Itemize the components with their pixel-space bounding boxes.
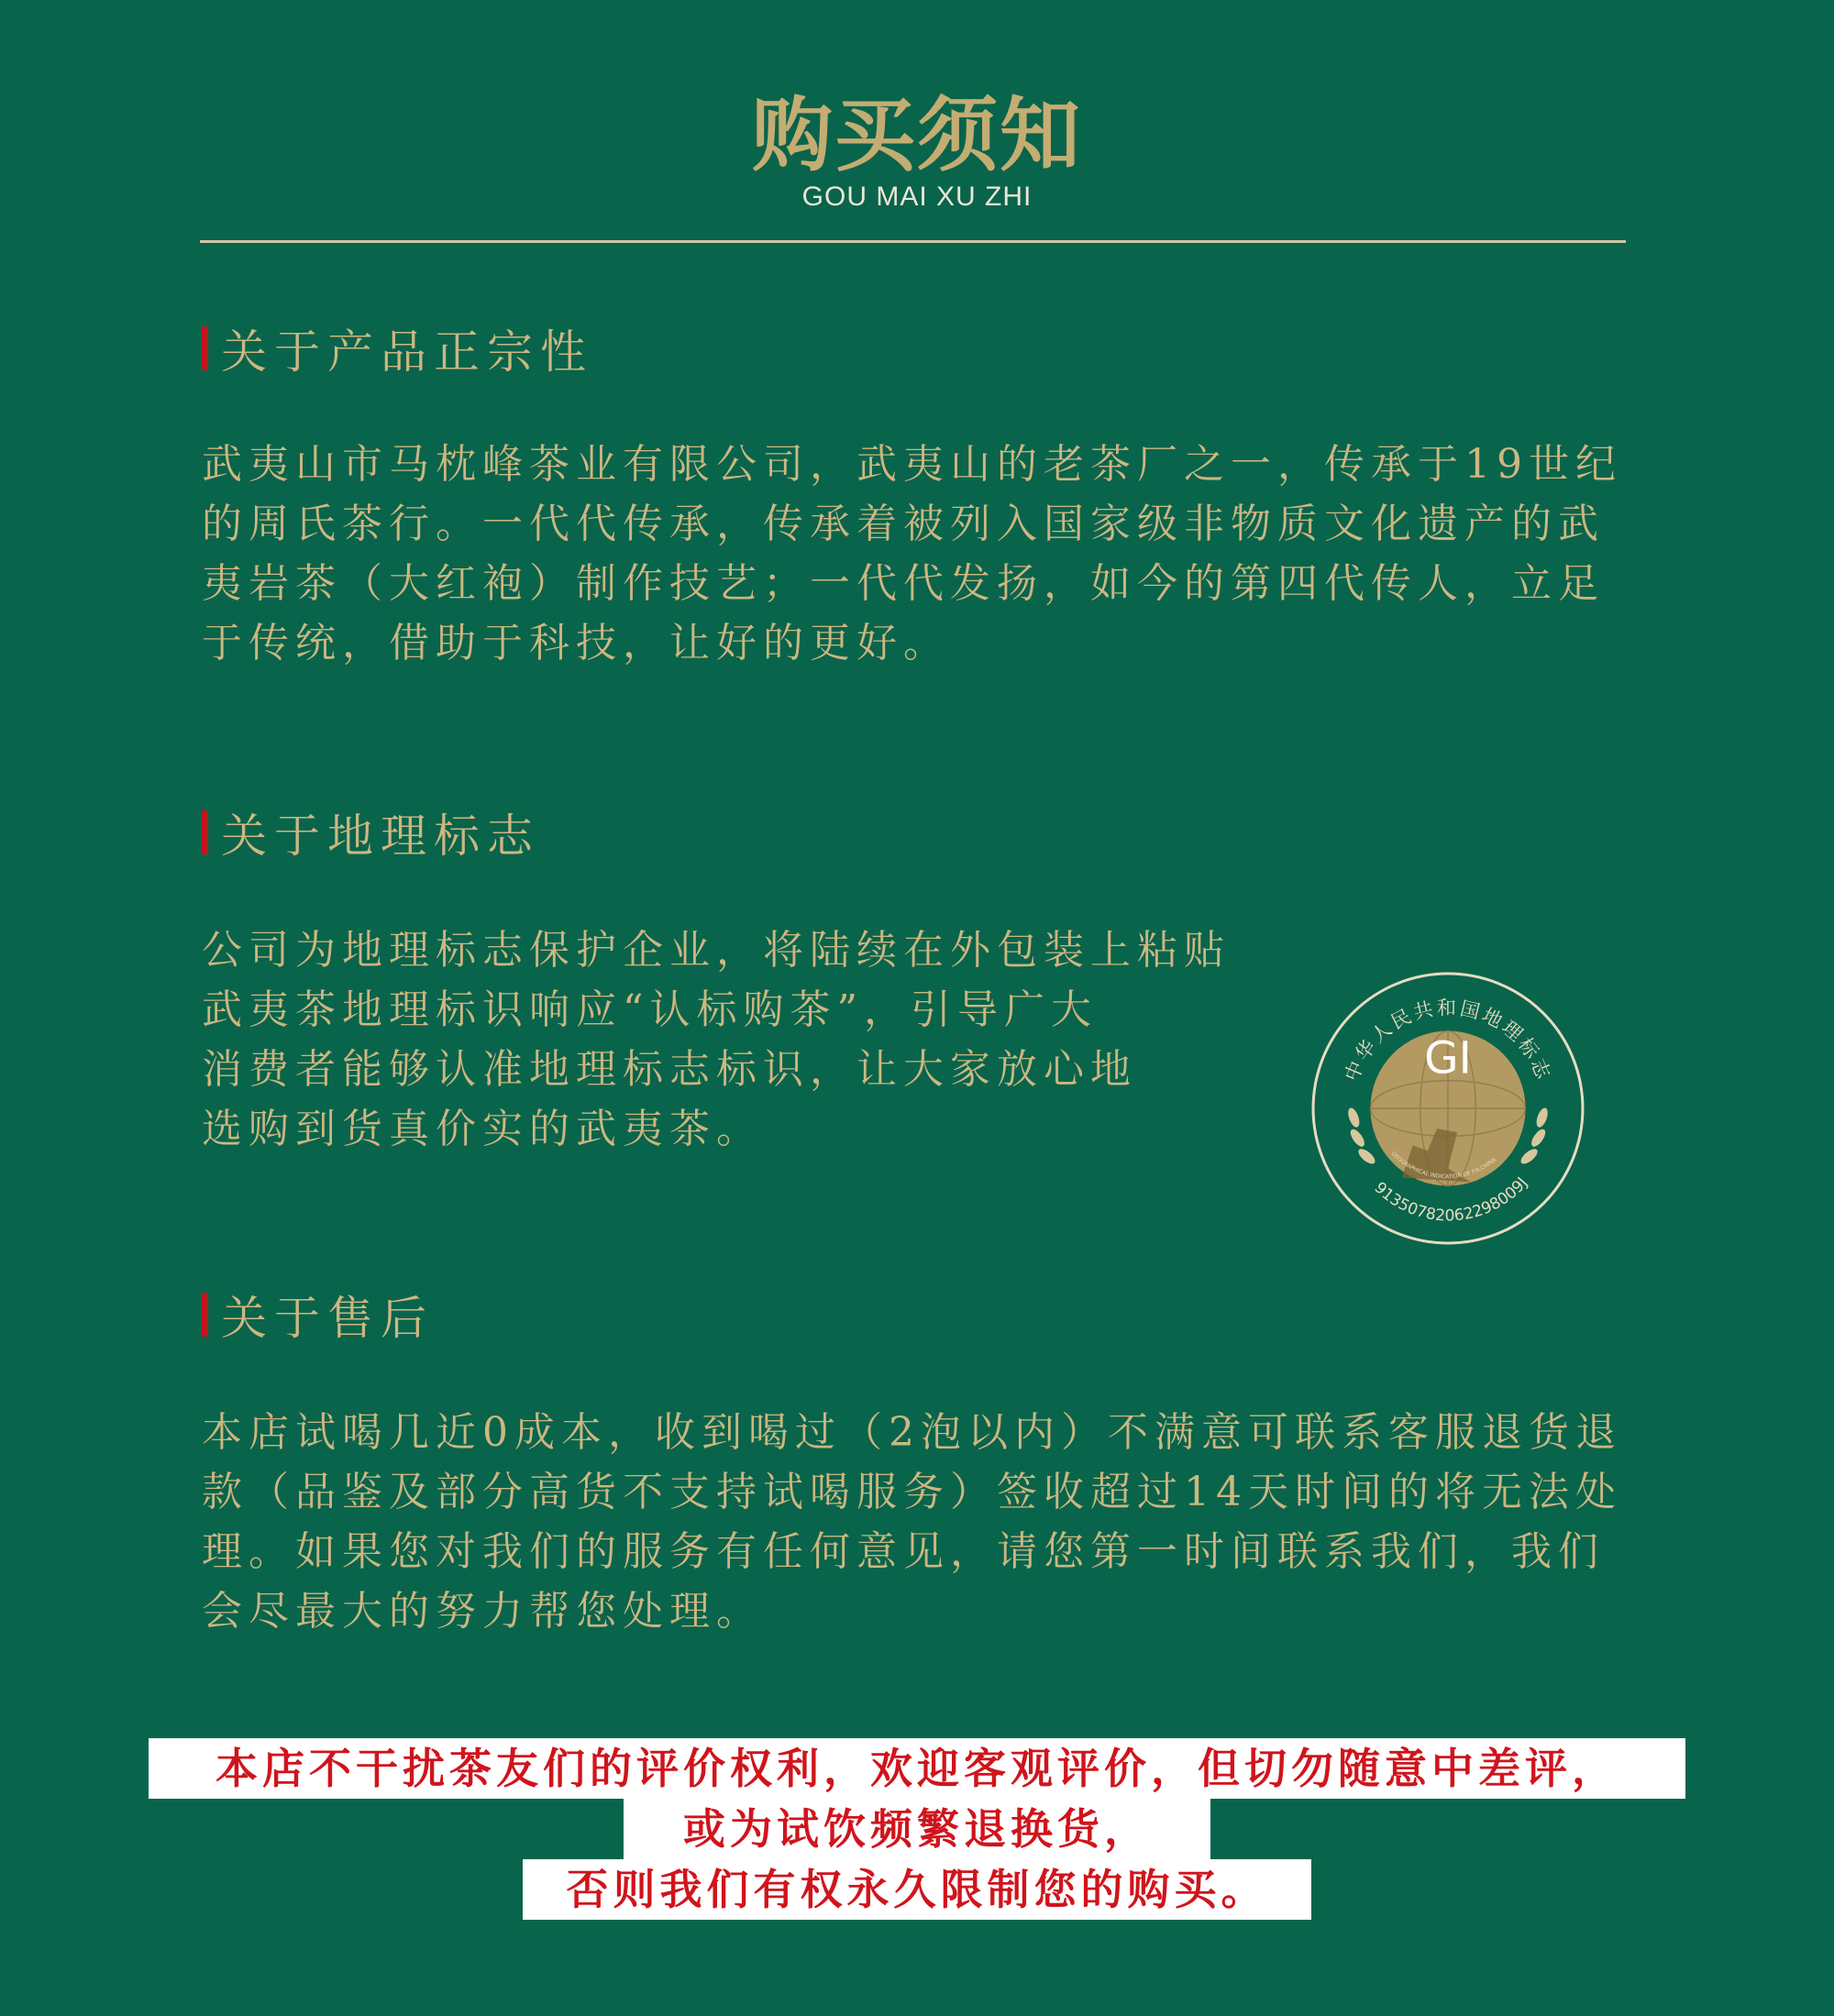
heading-marker — [202, 326, 208, 370]
notice-line-2: 或为试饮频繁退换货， — [624, 1799, 1210, 1859]
body-line: 选购到货真价实的武夷茶。 — [202, 1106, 763, 1152]
section-heading-label: 关于产品正宗性 — [221, 325, 593, 379]
page-subtitle: GOU MAI XU ZHI — [801, 182, 1033, 212]
section-heading-geo — [202, 799, 540, 865]
body-line: 的周氏茶行。一代代传承，传承着被列入国家级非物质文化遗产的武 — [202, 501, 1605, 547]
body-line: 武夷茶地理标识响应“认标购茶”，引导广大 — [202, 986, 1098, 1033]
seal-code-text: 91350782062298009J — [1370, 1173, 1532, 1226]
body-line: 武夷山市马枕峰茶业有限公司，武夷山的老茶厂之一，传承于19世纪 — [202, 441, 1622, 488]
notice-line-1: 本店不干扰茶友们的评价权利，欢迎客观评价，但切勿随意中差评， — [149, 1738, 1685, 1799]
notice-line-3: 否则我们有权永久限制您的购买。 — [523, 1859, 1311, 1920]
body-line: 理。如果您对我们的服务有任何意见，请您第一时间联系我们，我们 — [202, 1528, 1605, 1575]
body-line: 消费者能够认准地理标志标识，让大家放心地 — [202, 1046, 1137, 1093]
seal-logo-text: GI — [1424, 1032, 1472, 1085]
seal-arc-text: 中华人民共和国地理标志 — [1340, 996, 1556, 1085]
heading-marker — [202, 1293, 208, 1337]
body-line: 款（品鉴及部分高货不支持试喝服务）签收超过14天时间的将无法处 — [202, 1469, 1622, 1515]
section-heading-authenticity — [202, 315, 593, 381]
body-line: 于传统，借助于科技，让好的更好。 — [202, 620, 950, 666]
section-heading-label: 关于地理标志 — [221, 810, 540, 863]
section-heading-after-sales — [202, 1282, 434, 1348]
page-title: 购买须知 — [751, 88, 1082, 182]
section-body-after-sales — [202, 1403, 1622, 1641]
header-divider — [200, 240, 1626, 243]
body-line: 会尽最大的努力帮您处理。 — [202, 1588, 763, 1635]
section-body-authenticity — [202, 435, 1622, 673]
section-heading-label: 关于售后 — [221, 1292, 434, 1345]
body-line: 夷岩茶（大红袍）制作技艺；一代代发扬，如今的第四代传人，立足 — [202, 560, 1605, 607]
geographical-indication-seal — [1309, 970, 1586, 1247]
heading-marker — [202, 810, 208, 854]
section-body-geo — [202, 920, 1231, 1159]
body-line: 本店试喝几近0成本，收到喝过（2泡以内）不满意可联系客服退货退 — [202, 1409, 1622, 1456]
seal-english-text: GEOGRAPHICAL INDICATION OF P.R.CHINA — [1389, 1150, 1497, 1181]
body-line: 公司为地理标志保护企业，将陆续在外包装上粘贴 — [202, 927, 1231, 974]
